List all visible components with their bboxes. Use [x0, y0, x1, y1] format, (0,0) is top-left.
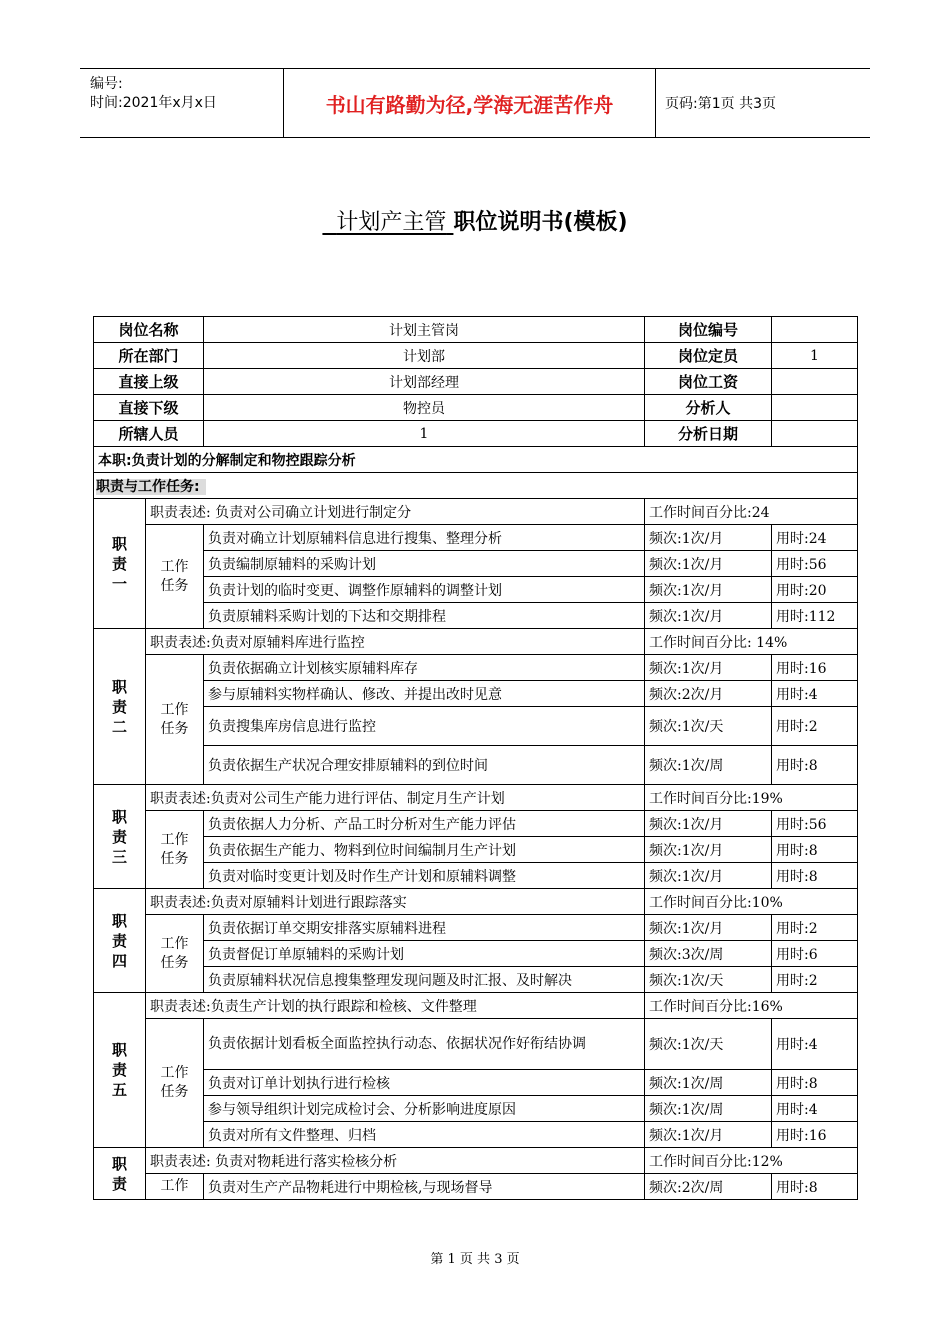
duty-label-char: 职 — [111, 911, 127, 930]
task-text: 负责对所有文件整理、归档 — [204, 1122, 645, 1148]
task-frequency: 频次:3次/周 — [645, 941, 772, 967]
job-description-table — [93, 316, 858, 1200]
work-task-label — [146, 811, 204, 889]
task-row — [94, 1070, 858, 1096]
duty-statement-row — [94, 1148, 858, 1174]
task-row — [94, 746, 858, 785]
task-text: 负责计划的临时变更、调整作原辅料的调整计划 — [204, 577, 645, 603]
quota-label: 岗位定员 — [645, 343, 772, 369]
duty-statement-row — [94, 785, 858, 811]
task-frequency: 频次:1次/周 — [645, 746, 772, 785]
work-task-label-line: 工作 — [160, 831, 189, 848]
core-duty-row — [94, 447, 858, 473]
task-time: 用时:8 — [772, 1070, 858, 1096]
duty-label-char: 职 — [111, 1154, 127, 1173]
duty-statement-row — [94, 889, 858, 915]
task-row — [94, 1122, 858, 1148]
task-frequency: 频次:2次/周 — [645, 1174, 772, 1200]
work-task-label — [146, 1174, 204, 1200]
document-title — [0, 205, 950, 236]
duty-label — [94, 1148, 146, 1200]
task-text: 参与领导组织计划完成检讨会、分析影响进度原因 — [204, 1096, 645, 1122]
duty-label — [94, 889, 146, 993]
title-position: 计划产主管 — [336, 210, 447, 235]
task-frequency: 频次:1次/月 — [645, 551, 772, 577]
task-row — [94, 837, 858, 863]
task-time: 用时:6 — [772, 941, 858, 967]
duty-statement-row — [94, 629, 858, 655]
subordinate-label: 直接下级 — [94, 395, 204, 421]
header-meta — [80, 69, 283, 137]
work-task-label-line: 工作 — [160, 701, 189, 718]
subordinate-value: 物控员 — [204, 395, 645, 421]
task-text: 负责依据计划看板全面监控执行动态、依据状况作好衔结协调 — [204, 1019, 645, 1070]
task-time: 用时:20 — [772, 577, 858, 603]
task-row — [94, 603, 858, 629]
task-time: 用时:56 — [772, 551, 858, 577]
task-time: 用时:4 — [772, 1019, 858, 1070]
duty-statement: 职责表述: 负责对物耗进行落实检核分析 — [146, 1148, 645, 1174]
duty-label-char: 责 — [111, 827, 127, 846]
task-time: 用时:8 — [772, 746, 858, 785]
header-slogan: 书山有路勤为径,学海无涯苦作舟 — [283, 69, 656, 137]
analyst-value — [772, 395, 858, 421]
work-task-label — [146, 1019, 204, 1148]
task-text: 负责对确立计划原辅料信息进行搜集、整理分析 — [204, 525, 645, 551]
page-header — [80, 68, 870, 138]
duty-label-char: 责 — [111, 554, 127, 573]
work-task-label-line: 任务 — [160, 1084, 189, 1100]
task-text: 负责依据确立计划核实原辅料库存 — [204, 655, 645, 681]
work-task-label-line: 任务 — [160, 720, 189, 737]
task-time: 用时:8 — [772, 1174, 858, 1200]
task-row — [94, 1174, 858, 1200]
duty-label-char: 四 — [111, 951, 127, 970]
duty-statement: 职责表述:负责对原辅料计划进行跟踪落实 — [146, 889, 645, 915]
duty-label — [94, 993, 146, 1148]
task-row — [94, 681, 858, 707]
staff-value: 1 — [204, 421, 645, 447]
staff-label: 所辖人员 — [94, 421, 204, 447]
task-row — [94, 941, 858, 967]
duty-statement-row — [94, 993, 858, 1019]
duty-statement-row — [94, 499, 858, 525]
duty-label-char: 责 — [111, 1174, 127, 1193]
analyst-label: 分析人 — [645, 395, 772, 421]
task-time: 用时:16 — [772, 1122, 858, 1148]
duty-statement: 职责表述: 负责对公司确立计划进行制定分 — [146, 499, 645, 525]
task-frequency: 频次:1次/月 — [645, 837, 772, 863]
duty-time-percent: 工作时间百分比:10% — [645, 889, 858, 915]
task-time: 用时:4 — [772, 1096, 858, 1122]
superior-value: 计划部经理 — [204, 369, 645, 395]
task-text: 负责依据订单交期安排落实原辅料进程 — [204, 915, 645, 941]
duty-label-char: 职 — [111, 807, 127, 826]
duty-statement: 职责表述:负责对公司生产能力进行评估、制定月生产计划 — [146, 785, 645, 811]
post-name-label: 岗位名称 — [94, 317, 204, 343]
task-text: 参与原辅料实物样确认、修改、并提出改时见意 — [204, 681, 645, 707]
number-label: 编号: — [90, 76, 123, 92]
task-frequency: 频次:1次/周 — [645, 1070, 772, 1096]
duty-time-percent: 工作时间百分比:12% — [645, 1148, 858, 1174]
task-time: 用时:56 — [772, 811, 858, 837]
wage-value — [772, 369, 858, 395]
time-label: 时间:2021年x月x日 — [90, 95, 217, 111]
task-frequency: 频次:1次/月 — [645, 655, 772, 681]
task-text: 负责对生产产品物耗进行中期检核,与现场督导 — [204, 1174, 645, 1200]
task-frequency: 频次:1次/月 — [645, 525, 772, 551]
task-text: 负责原辅料状况信息搜集整理发现问题及时汇报、及时解决 — [204, 967, 645, 993]
duty-label-char: 五 — [111, 1081, 127, 1099]
task-frequency: 频次:1次/月 — [645, 603, 772, 629]
task-time: 用时:2 — [772, 915, 858, 941]
task-time: 用时:4 — [772, 681, 858, 707]
task-frequency: 频次:1次/月 — [645, 577, 772, 603]
duty-statement: 职责表述:负责生产计划的执行跟踪和检核、文件整理 — [146, 993, 645, 1019]
task-text: 负责对临时变更计划及时作生产计划和原辅料调整 — [204, 863, 645, 889]
work-task-label-line: 工作 — [160, 1065, 189, 1081]
task-frequency: 频次:1次/天 — [645, 1019, 772, 1070]
duty-label-char: 责 — [111, 931, 127, 950]
duty-label-char: 责 — [111, 697, 127, 716]
task-text: 负责搜集库房信息进行监控 — [204, 707, 645, 746]
task-text: 负责编制原辅料的采购计划 — [204, 551, 645, 577]
duty-label-char: 一 — [111, 574, 127, 593]
info-row — [94, 421, 858, 447]
duties-heading-row — [94, 473, 858, 499]
duty-time-percent: 工作时间百分比:16% — [645, 993, 858, 1019]
date-label: 分析日期 — [645, 421, 772, 447]
work-task-label-line: 工作 — [160, 1178, 189, 1194]
quota-value: 1 — [772, 343, 858, 369]
work-task-label-line: 任务 — [160, 954, 189, 971]
task-row — [94, 1019, 858, 1070]
task-row — [94, 655, 858, 681]
task-text: 负责依据生产状况合理安排原辅料的到位时间 — [204, 746, 645, 785]
dept-value: 计划部 — [204, 343, 645, 369]
duty-label — [94, 785, 146, 889]
duty-time-percent: 工作时间百分比:24 — [645, 499, 858, 525]
task-frequency: 频次:1次/月 — [645, 863, 772, 889]
work-task-label — [146, 655, 204, 785]
post-no-label: 岗位编号 — [645, 317, 772, 343]
task-time: 用时:8 — [772, 863, 858, 889]
duty-label-char: 职 — [111, 677, 127, 696]
post-no-value — [772, 317, 858, 343]
duty-label-char: 责 — [111, 1061, 127, 1079]
task-text: 负责原辅料采购计划的下达和交期排程 — [204, 603, 645, 629]
task-text: 负责督促订单原辅料的采购计划 — [204, 941, 645, 967]
info-row — [94, 317, 858, 343]
work-task-label — [146, 525, 204, 629]
wage-label: 岗位工资 — [645, 369, 772, 395]
task-frequency: 频次:1次/天 — [645, 967, 772, 993]
task-row — [94, 967, 858, 993]
task-frequency: 频次:1次/天 — [645, 707, 772, 746]
post-name-value: 计划主管岗 — [204, 317, 645, 343]
duty-label-char: 二 — [111, 717, 127, 736]
duty-label-char: 职 — [111, 534, 127, 553]
task-time: 用时:2 — [772, 707, 858, 746]
task-row — [94, 707, 858, 746]
duty-label-char: 三 — [111, 847, 127, 866]
task-row — [94, 525, 858, 551]
date-value — [772, 421, 858, 447]
duty-statement: 职责表述:负责对原辅料库进行监控 — [146, 629, 645, 655]
task-time: 用时:16 — [772, 655, 858, 681]
task-row — [94, 1096, 858, 1122]
task-frequency: 频次:1次/周 — [645, 1096, 772, 1122]
task-frequency: 频次:1次/月 — [645, 1122, 772, 1148]
duty-time-percent: 工作时间百分比:19% — [645, 785, 858, 811]
task-row — [94, 551, 858, 577]
duties-heading: 职责与工作任务: — [94, 473, 858, 499]
task-row — [94, 811, 858, 837]
work-task-label-line: 任务 — [160, 850, 189, 867]
task-text: 负责依据生产能力、物料到位时间编制月生产计划 — [204, 837, 645, 863]
superior-label: 直接上级 — [94, 369, 204, 395]
task-frequency: 频次:2次/月 — [645, 681, 772, 707]
header-page-info: 页码:第1页 共3页 — [665, 96, 776, 112]
task-row — [94, 577, 858, 603]
info-row — [94, 395, 858, 421]
task-frequency: 频次:1次/月 — [645, 811, 772, 837]
duty-time-percent: 工作时间百分比: 14% — [645, 629, 858, 655]
work-task-label — [146, 915, 204, 993]
task-text: 负责对订单计划执行进行检核 — [204, 1070, 645, 1096]
title-suffix: 职位说明书(模板) — [453, 210, 628, 235]
duty-label — [94, 499, 146, 629]
task-row — [94, 915, 858, 941]
info-row — [94, 343, 858, 369]
task-time: 用时:112 — [772, 603, 858, 629]
task-frequency: 频次:1次/月 — [645, 915, 772, 941]
duty-label — [94, 629, 146, 785]
work-task-label-line: 任务 — [160, 577, 189, 594]
work-task-label-line: 工作 — [160, 558, 189, 575]
task-time: 用时:2 — [772, 967, 858, 993]
task-time: 用时:8 — [772, 837, 858, 863]
task-text: 负责依据人力分析、产品工时分析对生产能力评估 — [204, 811, 645, 837]
page-footer: 第 1 页 共 3 页 — [430, 1252, 520, 1267]
work-task-label-line: 工作 — [160, 935, 189, 952]
task-time: 用时:24 — [772, 525, 858, 551]
duty-label-char: 职 — [111, 1041, 127, 1059]
dept-label: 所在部门 — [94, 343, 204, 369]
core-duty: 本职:负责计划的分解制定和物控跟踪分析 — [94, 447, 858, 473]
info-row — [94, 369, 858, 395]
task-row — [94, 863, 858, 889]
